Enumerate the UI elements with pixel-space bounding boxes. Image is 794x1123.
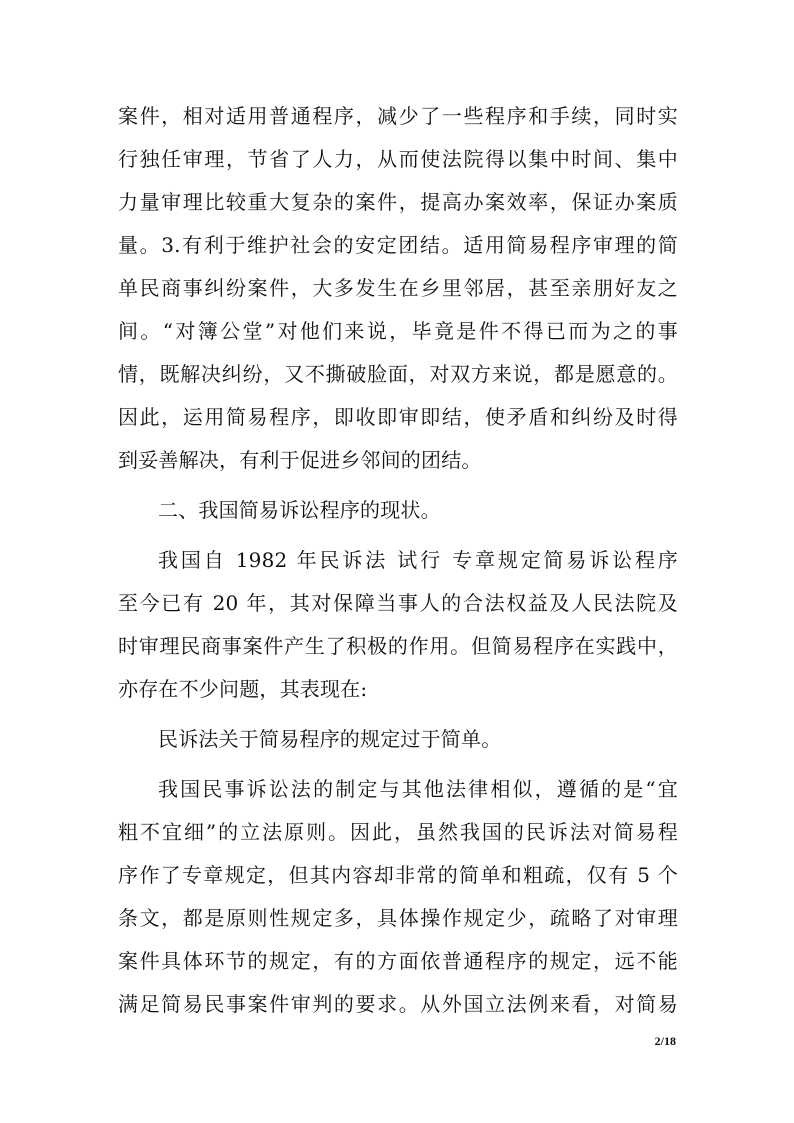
- paragraph-gap: [118, 482, 678, 489]
- document-body: [118, 95, 678, 1026]
- text-line: 情，既解决纠纷，又不撕破脸面，对双方来说，都是愿意的。: [118, 362, 678, 386]
- page-number: 2/18: [654, 1034, 676, 1048]
- text-line: 我国自 1982 年民诉法 试行 专章规定简易诉讼程序: [158, 548, 678, 572]
- paragraph-p1: [118, 95, 678, 482]
- text-line: 序作了专章规定，但其内容却非常的简单和粗疏，仅有 5 个: [118, 863, 678, 887]
- paragraph-p3: [118, 539, 678, 711]
- paragraph-p5: [118, 768, 678, 1026]
- text-line: 粗不宜细”的立法原则。因此，虽然我国的民诉法对简易程: [118, 820, 678, 844]
- paragraph-p4: [118, 718, 678, 761]
- paragraph-gap: [118, 532, 678, 539]
- paragraph-p2-section-heading: [118, 489, 678, 532]
- text-line: 我国民事诉讼法的制定与其他法律相似，遵循的是“宜: [158, 777, 678, 801]
- text-line: 因此，运用简易程序，即收即审即结，使矛盾和纠纷及时得: [118, 405, 678, 429]
- section-heading: 二、我国简易诉讼程序的现状。: [158, 498, 441, 522]
- text-line: 至今已有 20 年，其对保障当事人的合法权益及人民法院及: [118, 591, 678, 615]
- text-line: 行独任审理，节省了人力，从而使法院得以集中时间、集中: [118, 147, 678, 171]
- text-line: 时审理民商事案件产生了积极的作用。但简易程序在实践中，: [118, 634, 678, 658]
- text-line: 案件，相对适用普通程序，减少了一些程序和手续，同时实: [118, 104, 678, 128]
- text-line: 满足简易民事案件审判的要求。从外国立法例来看，对简易: [118, 992, 678, 1016]
- text-line: 量。3.有利于维护社会的安定团结。适用简易程序审理的简: [118, 233, 678, 257]
- text-line: 条文，都是原则性规定多，具体操作规定少，疏略了对审理: [118, 906, 678, 930]
- text-line: 力量审理比较重大复杂的案件，提高办案效率，保证办案质: [118, 190, 678, 214]
- text-line: 到妥善解决，有利于促进乡邻间的团结。: [118, 448, 482, 472]
- text-line: 亦存在不少问题，其表现在:: [118, 677, 368, 701]
- text-line: 案件具体环节的规定，有的方面依普通程序的规定，远不能: [118, 949, 678, 973]
- text-line: 间。“对簿公堂”对他们来说，毕竟是件不得已而为之的事: [118, 319, 678, 343]
- text-line: 单民商事纠纷案件，大多发生在乡里邻居，甚至亲朋好友之: [118, 276, 678, 300]
- paragraph-gap: [118, 761, 678, 768]
- paragraph-gap: [118, 711, 678, 718]
- subheading-line: 民诉法关于简易程序的规定过于简单。: [158, 727, 502, 751]
